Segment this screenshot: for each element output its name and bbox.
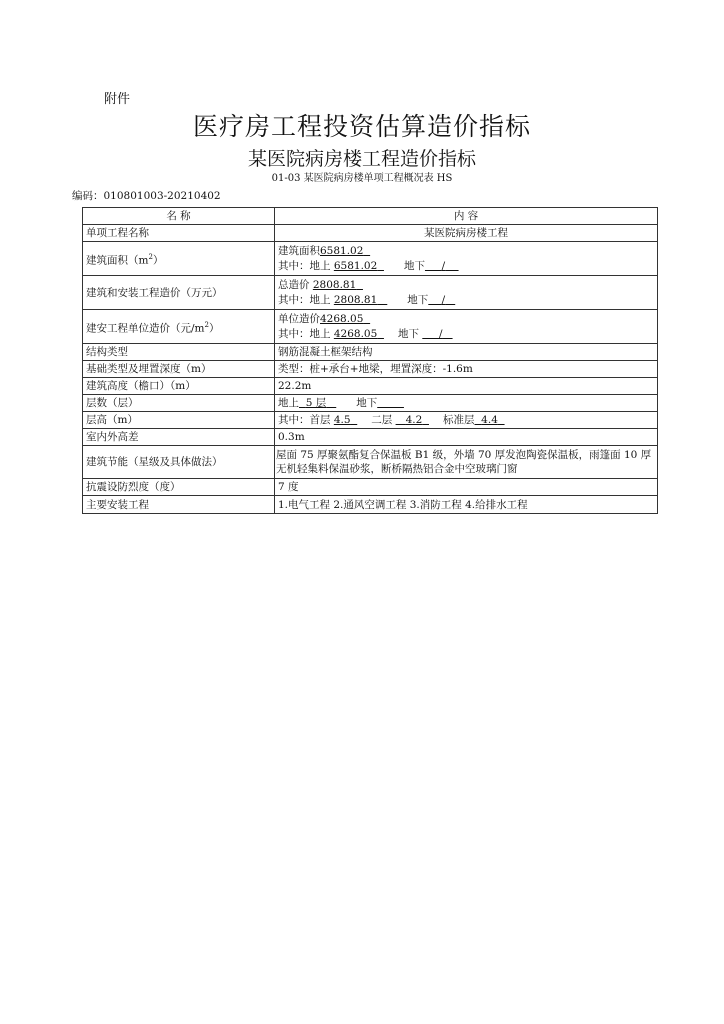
row-label: 层数（层） — [83, 395, 275, 412]
row-value: 类型：桩+承台+地梁，埋置深度：-1.6m — [275, 361, 658, 378]
table-row — [83, 276, 658, 310]
table-row — [83, 225, 658, 242]
row-label: 抗震设防烈度（度） — [83, 479, 275, 496]
row-label: 建筑面积$(m^2)$ — [83, 242, 275, 276]
table-row — [83, 479, 658, 496]
table-row — [83, 310, 658, 344]
row-label: 建筑节能（星级及具体做法） — [83, 446, 275, 479]
attachment-label: 附件 — [104, 92, 131, 107]
row-value: 22.2m — [275, 378, 658, 395]
page-subtitle: 某医院病房楼工程造价指标 — [247, 148, 476, 170]
table-row — [83, 242, 658, 276]
row-label: 单项工程名称 — [83, 225, 275, 242]
row-value: 某医院病房楼工程 — [275, 225, 658, 242]
header-name: 名 称 — [83, 208, 275, 225]
project-overview-table — [82, 207, 658, 514]
row-label: 层高（m） — [83, 412, 275, 429]
row-value: 1.电气工程 2.通风空调工程 3.消防工程 4.给排水工程 — [275, 496, 658, 514]
row-label: 建筑和安装工程造价（万元） — [83, 276, 275, 310]
table-row — [83, 361, 658, 378]
table-row — [83, 496, 658, 514]
row-label: 建安工程单位造价（元$/m^2$） — [83, 310, 275, 344]
document-code: 编码：010801003-20210402 — [72, 190, 221, 202]
row-label: 建筑高度（檐口）（m） — [83, 378, 275, 395]
row-value: 单位造价4268.05 其中：地上 4268.05 地下 / — [275, 310, 658, 344]
header-content: 内 容 — [275, 208, 658, 225]
row-label: 基础类型及埋置深度（m） — [83, 361, 275, 378]
table-row — [83, 395, 658, 412]
table-row — [83, 446, 658, 479]
table-header-row — [83, 208, 658, 225]
row-value: 钢筋混凝土框架结构 — [275, 344, 658, 361]
row-value: 总造价 2808.81 其中：地上 2808.81 地下 / — [275, 276, 658, 310]
row-label: 室内外高差 — [83, 429, 275, 446]
table-caption: 01-03 某医院病房楼单项工程概况表 HS — [271, 173, 453, 184]
table-row — [83, 344, 658, 361]
page-title: 医疗房工程投资估算造价指标 — [192, 112, 531, 141]
table-row — [83, 378, 658, 395]
row-value: 屋面 75 厚聚氨酯复合保温板 B1 级，外墙 70 厚发泡陶瓷保温板，雨篷面 10 厚无机轻集料保温砂浆，断桥隔热铝合金中空玻璃门窗 — [275, 446, 658, 479]
row-value: 0.3m — [275, 429, 658, 446]
row-value: 建筑面积6581.02 其中：地上 6581.02 地下 / — [275, 242, 658, 276]
row-label: 结构类型 — [83, 344, 275, 361]
row-value: 地上 5 层 地下 — [275, 395, 658, 412]
row-value: 其中：首层 4.5 二层 4.2 标准层 4.4 — [275, 412, 658, 429]
table-row — [83, 412, 658, 429]
table-row — [83, 429, 658, 446]
row-value: 7 度 — [275, 479, 658, 496]
row-label: 主要安装工程 — [83, 496, 275, 514]
